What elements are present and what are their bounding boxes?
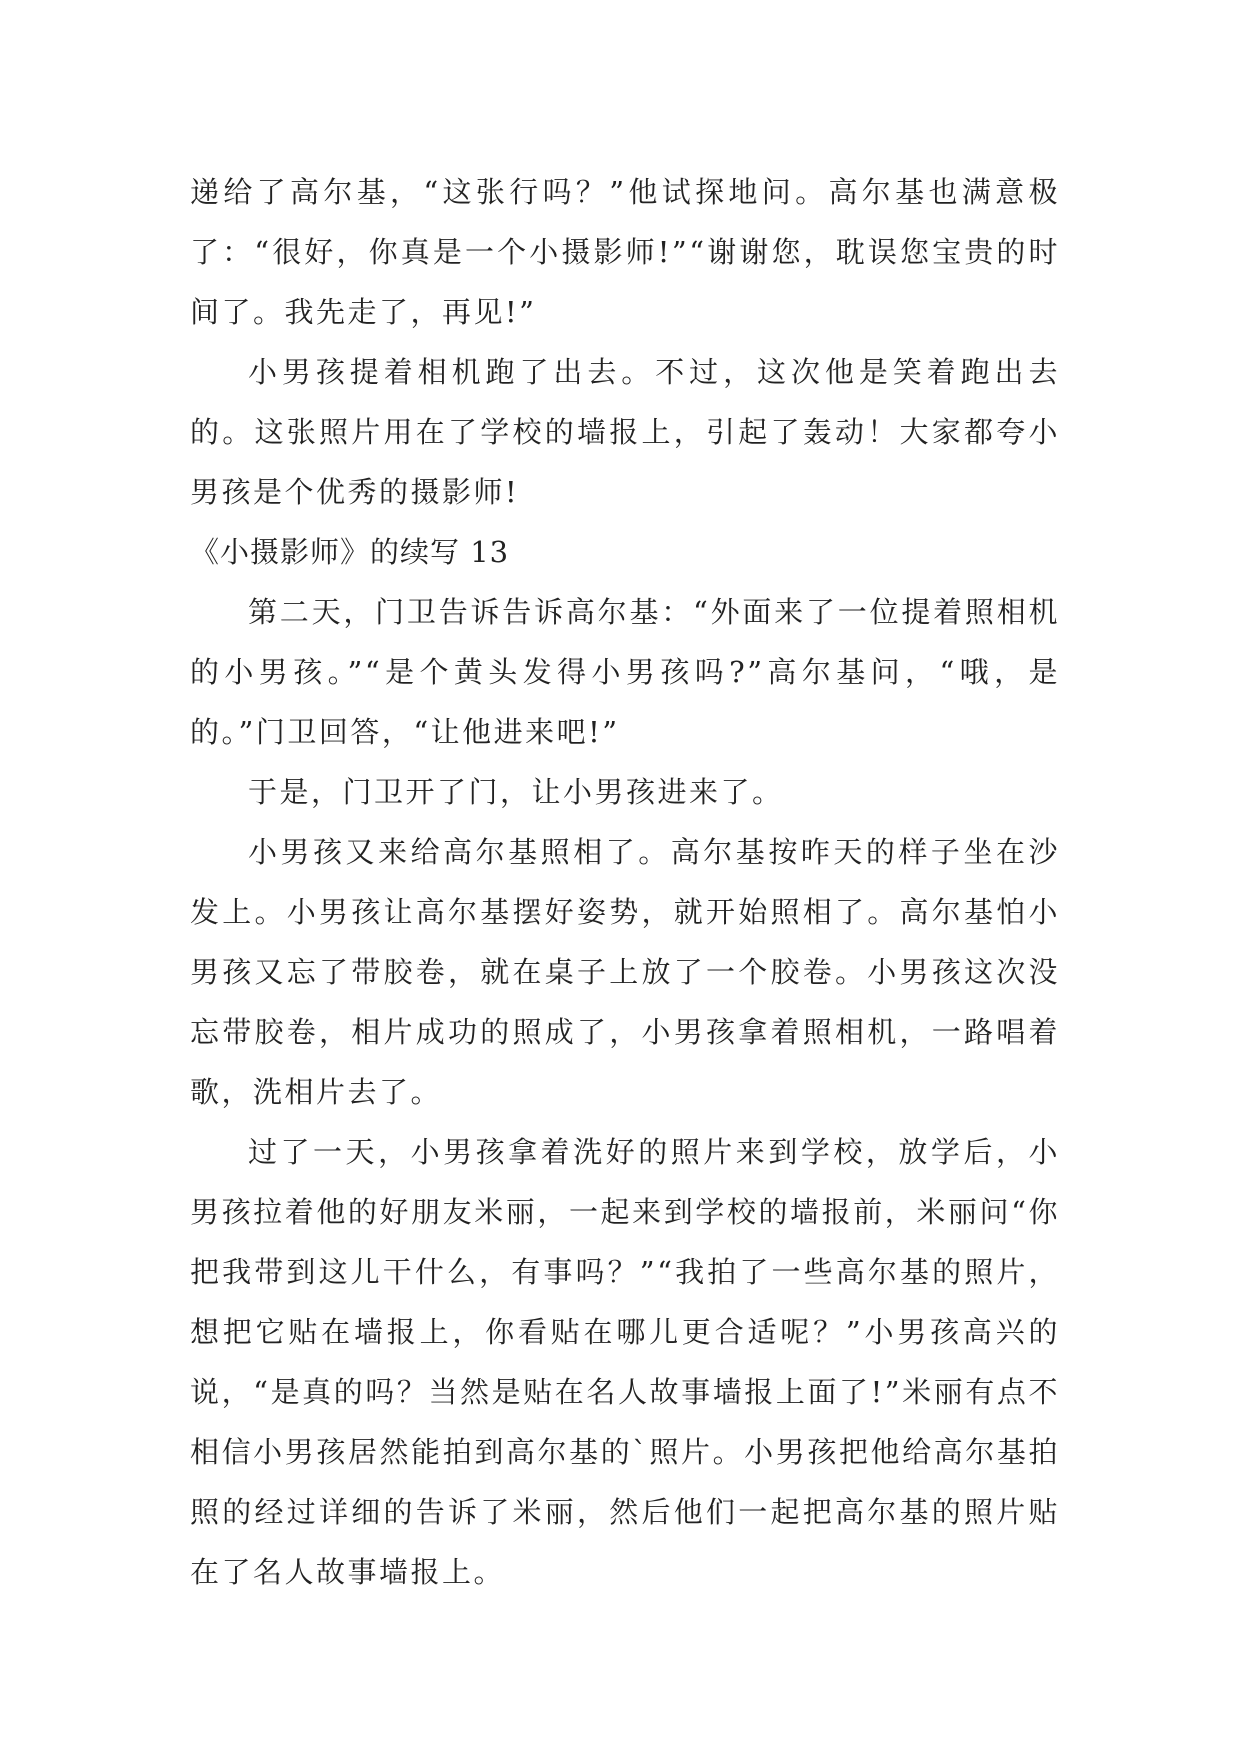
document-body [190, 162, 1060, 1602]
paragraph-1: 递给了高尔基，“这张行吗？”他试探地问。高尔基也满意极了：“很好，你真是一个小摄影师!”“谢谢您，耽误您宝贵的时间了。我先走了，再见!” [190, 175, 1060, 329]
paragraph-3: 第二天，门卫告诉告诉高尔基：“外面来了一位提着照相机的小男孩。”“是个黄头发得小男孩吗?”高尔基问，“哦，是的。”门卫回答，“让他进来吧!” [190, 595, 1060, 749]
paragraph-2: 小男孩提着相机跑了出去。不过，这次他是笑着跑出去的。这张照片用在了学校的墙报上，引起了轰动！大家都夸小男孩是个优秀的摄影师! [190, 355, 1060, 509]
paragraph-5: 小男孩又来给高尔基照相了。高尔基按昨天的样子坐在沙发上。小男孩让高尔基摆好姿势，就开始照相了。高尔基怕小男孩又忘了带胶卷，就在桌子上放了一个胶卷。小男孩这次没忘带胶卷，相片成功的照成了，小男孩拿着照相机，一路唱着歌，洗相片去了。 [190, 835, 1060, 1109]
paragraph-4: 于是，门卫开了门，让小男孩进来了。 [248, 775, 784, 809]
section-heading: 《小摄影师》的续写 13 [190, 535, 510, 569]
paragraph-6: 过了一天，小男孩拿着洗好的照片来到学校，放学后，小男孩拉着他的好朋友米丽，一起来到学校的墙报前，米丽问“你把我带到这儿干什么，有事吗？”“我拍了一些高尔基的照片，想把它贴在墙报上，你看贴在哪儿更合适呢？”小男孩高兴的说，“是真的吗？当然是贴在名人故事墙报上面了!”米丽有点不相信小男孩居然能拍到高尔基的`照片。小男孩把他给高尔基拍照的经过详细的告诉了米丽，然后他们一起把高尔基的照片贴在了名人故事墙报上。 [190, 1135, 1060, 1589]
